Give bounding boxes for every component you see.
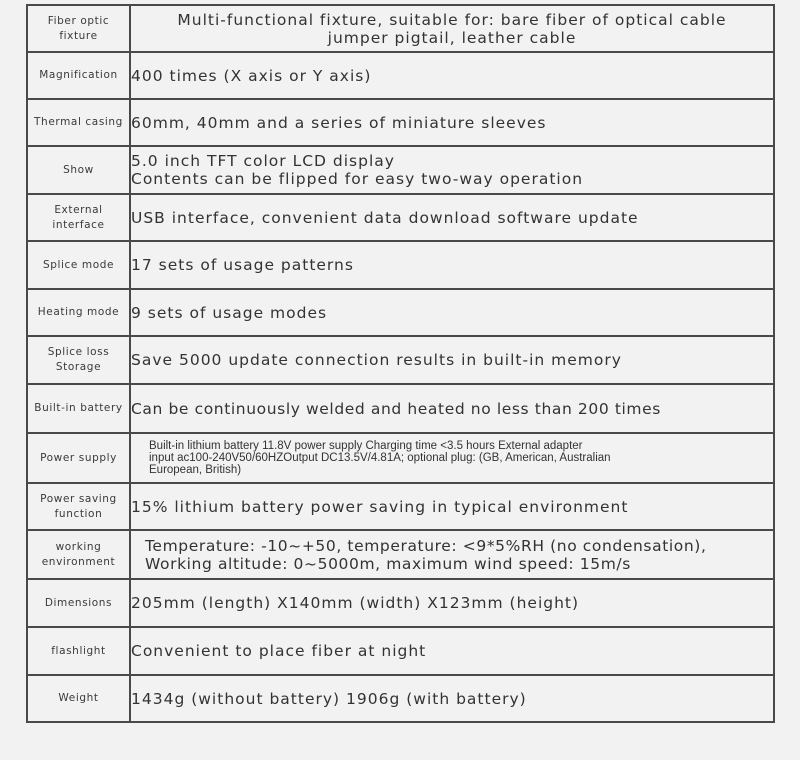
spec-value: 1434g (without battery) 1906g (with battery) — [130, 675, 774, 722]
spec-label: Splice loss Storage — [27, 336, 130, 384]
spec-label: Thermal casing — [27, 99, 130, 146]
table-row — [27, 384, 774, 433]
table-row — [27, 5, 774, 52]
table-row — [27, 194, 774, 241]
spec-value: 60mm, 40mm and a series of miniature sleeves — [130, 99, 774, 146]
table-row — [27, 99, 774, 146]
spec-label: Show — [27, 146, 130, 194]
spec-label: Built-in battery — [27, 384, 130, 433]
table-row — [27, 146, 774, 194]
spec-label: Heating mode — [27, 289, 130, 336]
spec-value: 400 times (X axis or Y axis) — [130, 52, 774, 99]
spec-label: Splice mode — [27, 241, 130, 289]
table-row — [27, 433, 774, 483]
spec-value: Multi-functional fixture, suitable for: bare fiber of optical cable jumper pigtail, leather cable — [130, 5, 774, 52]
spec-label: Weight — [27, 675, 130, 722]
spec-table-wrapper — [26, 4, 775, 723]
table-row — [27, 530, 774, 579]
spec-value: USB interface, convenient data download software update — [130, 194, 774, 241]
table-row — [27, 675, 774, 722]
spec-value: Convenient to place fiber at night — [130, 627, 774, 675]
table-row — [27, 579, 774, 627]
spec-value: Save 5000 update connection results in built-in memory — [130, 336, 774, 384]
spec-value: 17 sets of usage patterns — [130, 241, 774, 289]
table-row — [27, 336, 774, 384]
spec-label: Power saving function — [27, 483, 130, 530]
spec-label: working environment — [27, 530, 130, 579]
table-row — [27, 289, 774, 336]
table-row — [27, 52, 774, 99]
spec-value: 5.0 inch TFT color LCD display Contents can be flipped for easy two-way operation — [130, 146, 774, 194]
spec-value: 15% lithium battery power saving in typical environment — [130, 483, 774, 530]
spec-value: Temperature: -10~+50, temperature: <9*5%RH (no condensation), Working altitude: 0~5000m, maximum wind speed: 15m/s — [130, 530, 774, 579]
spec-value: 205mm (length) X140mm (width) X123mm (height) — [130, 579, 774, 627]
spec-value: 9 sets of usage modes — [130, 289, 774, 336]
spec-label: Fiber optic fixture — [27, 5, 130, 52]
table-row — [27, 627, 774, 675]
spec-label: Power supply — [27, 433, 130, 483]
table-row — [27, 483, 774, 530]
spec-value: Built-in lithium battery 11.8V power supply Charging time <3.5 hours External adapter input ac100-240V50/60HZOutput DC13.5V/4.81A; optional plug: (GB, American, Australian European, British) — [130, 433, 774, 483]
table-row — [27, 241, 774, 289]
spec-label: Magnification — [27, 52, 130, 99]
spec-label: flashlight — [27, 627, 130, 675]
spec-table — [26, 4, 775, 723]
spec-value: Can be continuously welded and heated no less than 200 times — [130, 384, 774, 433]
spec-label: Dimensions — [27, 579, 130, 627]
spec-label: External interface — [27, 194, 130, 241]
